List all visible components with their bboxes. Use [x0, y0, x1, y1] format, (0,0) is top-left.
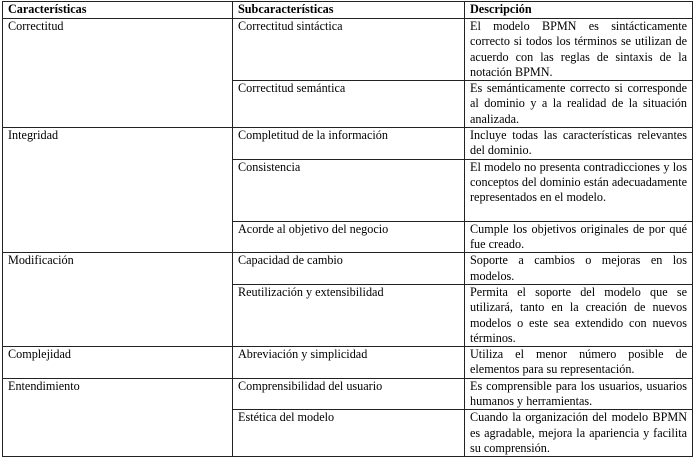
description-cell: El modelo BPMN es sintácticamente correcto si todos los términos se utilizan de acuerdo con las reglas de sintaxis de la notación BPMN.: [465, 19, 693, 81]
description-cell: Es comprensible para los usuarios, usuarios humanos y herramientas.: [465, 378, 693, 410]
table-row: [3, 378, 693, 410]
subcharacteristic-cell: Estética del modelo: [233, 410, 465, 457]
description-cell: Incluye todas las características relevantes del dominio.: [465, 128, 693, 160]
subcharacteristic-cell: Acorde al objetivo del negocio: [233, 221, 465, 253]
characteristic-cell: Complejidad: [3, 347, 233, 379]
description-cell: Cumple los objetivos originales de por qué fue creado.: [465, 221, 693, 253]
characteristic-cell: Integridad: [3, 128, 233, 253]
subcharacteristic-cell: Abreviación y simplicidad: [233, 347, 465, 379]
table-row: [3, 128, 693, 160]
subcharacteristic-cell: Reutilización y extensibilidad: [233, 284, 465, 346]
header-row: [3, 2, 693, 19]
characteristic-cell: Correctitud: [3, 19, 233, 128]
subcharacteristic-cell: Capacidad de cambio: [233, 253, 465, 285]
table-row: [3, 19, 693, 81]
characteristic-cell: Modificación: [3, 253, 233, 347]
description-cell: Soporte a cambios o mejoras en los modelos.: [465, 253, 693, 285]
header-description: Descripción: [465, 2, 693, 19]
subcharacteristic-cell: Completitud de la información: [233, 128, 465, 160]
description-cell: Permita el soporte del modelo que se utilizará, tanto en la creación de nuevos modelos o este sea extendido con nuevos términos.: [465, 284, 693, 346]
table-row: [3, 347, 693, 379]
header-subcharacteristics: Subcaracterísticas: [233, 2, 465, 19]
quality-characteristics-table: [2, 1, 693, 457]
subcharacteristic-cell: Comprensibilidad del usuario: [233, 378, 465, 410]
table-row: [3, 253, 693, 285]
description-cell: Es semánticamente correcto si corresponde al dominio y a la realidad de la situación analizada.: [465, 81, 693, 128]
subcharacteristic-cell: Correctitud sintáctica: [233, 19, 465, 81]
subcharacteristic-cell: Consistencia: [233, 159, 465, 221]
description-cell: El modelo no presenta contradicciones y los conceptos del dominio están adecuadamente representados en el modelo.: [465, 159, 693, 221]
subcharacteristic-cell: Correctitud semántica: [233, 81, 465, 128]
description-cell: Cuando la organización del modelo BPMN es agradable, mejora la apariencia y facilita su comprensión.: [465, 410, 693, 457]
header-characteristics: Características: [3, 2, 233, 19]
characteristic-cell: Entendimiento: [3, 378, 233, 457]
description-cell: Utiliza el menor número posible de elementos para su representación.: [465, 347, 693, 379]
